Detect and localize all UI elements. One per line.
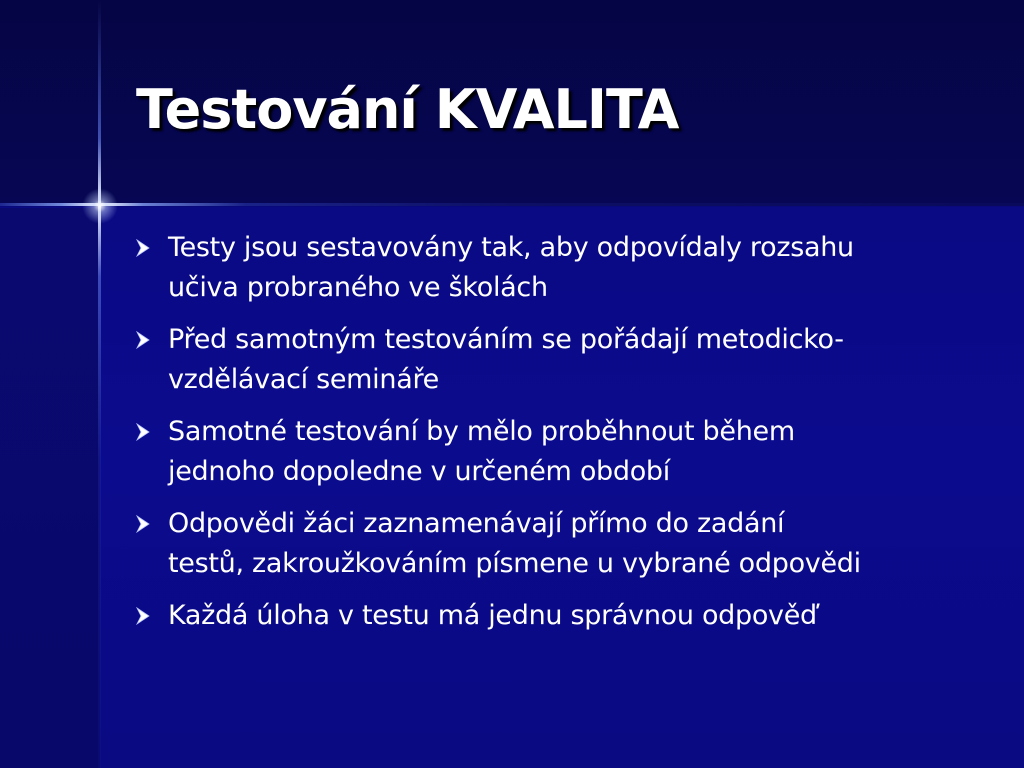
slide-title: Testování KVALITA [136, 78, 679, 141]
bullet-text-line1: Testy jsou sestavovány tak, aby odpovídaly rozsahu [168, 232, 854, 263]
bullet-text-line1: Každá úloha v testu má jednu správnou odpověď [168, 600, 817, 631]
bullet-text-line1: Před samotným testováním se pořádají metodicko- [168, 324, 844, 355]
arrow-bullet-icon [134, 330, 152, 350]
sparkle-star-icon [82, 188, 118, 224]
bullet-text-line1: Samotné testování by mělo proběhnout během [168, 416, 795, 447]
bullet-item [132, 504, 992, 584]
sparkle-horizontal-line [0, 203, 1024, 206]
arrow-bullet-icon [134, 422, 152, 442]
sparkle-vertical-line [98, 0, 101, 768]
bullet-item [132, 412, 992, 492]
bullet-list [132, 228, 992, 648]
bullet-text-line2: testů, zakroužkováním písmene u vybrané odpovědi [168, 548, 861, 579]
bullet-item [132, 228, 992, 308]
bullet-text-line2: učiva probraného ve školách [168, 272, 548, 303]
arrow-bullet-icon [134, 238, 152, 258]
left-band [0, 208, 100, 768]
arrow-bullet-icon [134, 606, 152, 626]
bullet-text-line2: vzdělávací semináře [168, 364, 439, 395]
bullet-item [132, 596, 992, 636]
bullet-text-line2: jednoho dopoledne v určeném období [168, 456, 670, 487]
arrow-bullet-icon [134, 514, 152, 534]
bullet-item [132, 320, 992, 400]
bullet-text-line1: Odpovědi žáci zaznamenávají přímo do zadání [168, 508, 785, 539]
